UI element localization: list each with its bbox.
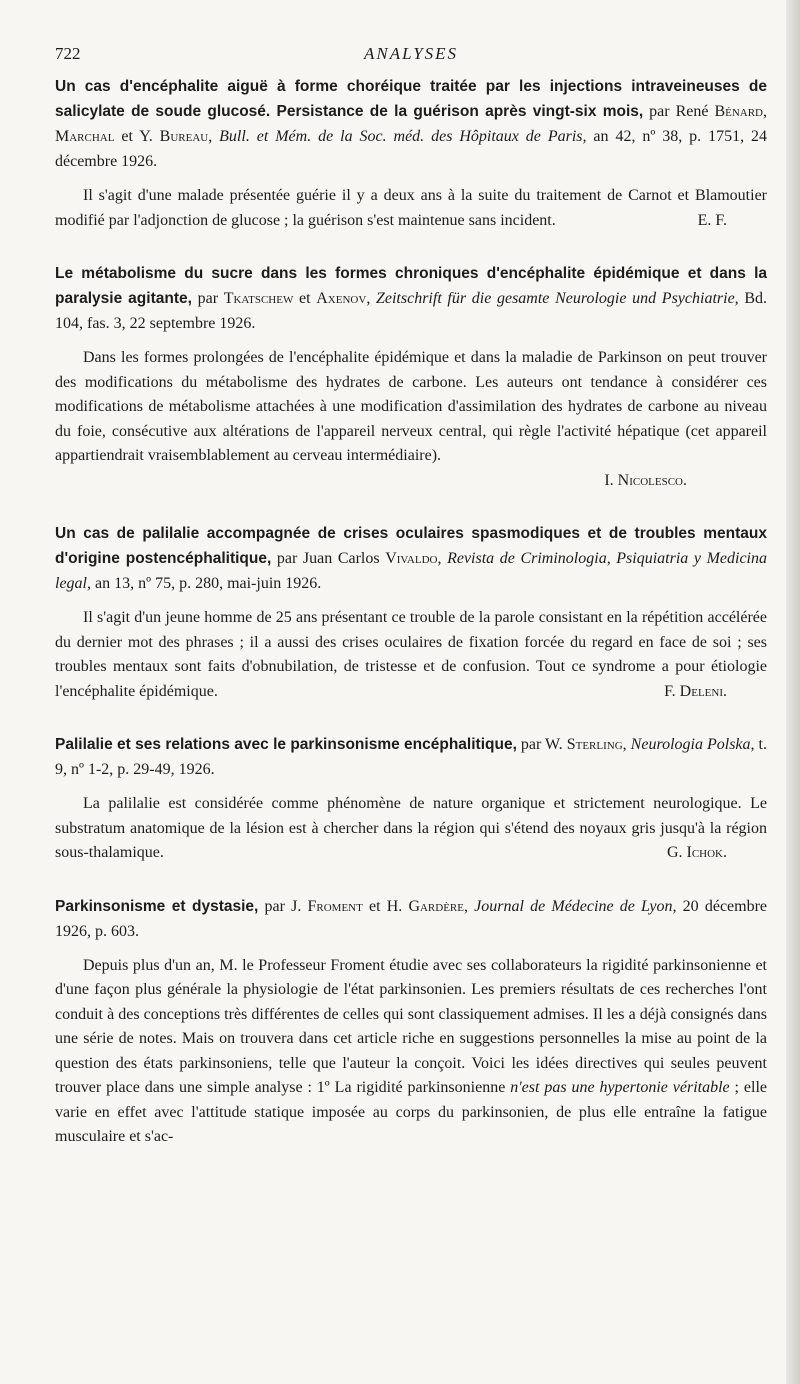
journal-name: Journal de Médecine de Lyon, xyxy=(474,897,677,915)
citation-details: t. 9, nº 1-2, p. 29-49, 1926. xyxy=(55,736,767,778)
citation-details: 20 décembre 1926, p. 603. xyxy=(55,897,768,940)
journal-name: Revista de Criminologia, Psiquiatria y Medicina legal, xyxy=(55,550,768,592)
citation-details: an 42, nº 38, p. 1751, 24 décembre 1926. xyxy=(55,128,768,170)
article-heading: Un cas de palilalie accompagnée de crises oculaires spasmodiques et de troubles mentaux d'origine postencéphalitique, par Juan Carlos Vivaldo, Revista de Criminologia, Psiquiatria y Medicina legal, an 13, nº 75, p. 280, mai-juin 1926. xyxy=(55,525,768,592)
article-title: Un cas d'encéphalite aiguë à forme choréique traitée par les injections intraveineuses de salicylate de soude glucosé. Persistance de la guérison après vingt-six mois, xyxy=(55,78,767,120)
article-2 xyxy=(55,261,767,493)
article-title: Un cas de palilalie accompagnée de crises oculaires spasmodiques et de troubles mentaux d'origine postencéphalitique, xyxy=(55,525,767,567)
running-title: ANALYSES xyxy=(363,44,459,63)
article-4 xyxy=(55,732,767,866)
article-title: Parkinsonisme et dystasie, xyxy=(55,897,259,915)
article-heading: Un cas d'encéphalite aiguë à forme choréique traitée par les injections intraveineuses de salicylate de soude glucosé. Persistance de la guérison après vingt-six mois, par René Bénard, Marchal et Y. Bureau, Bull. et Mém. de la Soc. méd. des Hôpitaux de Paris, an 42, nº 38, p. 1751, 24 décembre 1926. xyxy=(55,78,768,170)
article-1 xyxy=(55,74,767,233)
author-name: Axenov xyxy=(316,290,367,307)
author-name: Vivaldo xyxy=(385,550,438,567)
article-3 xyxy=(55,521,767,704)
author-name: Tkatschew xyxy=(223,290,294,307)
citation-details: an 13, nº 75, p. 280, mai-juin 1926. xyxy=(91,575,322,592)
article-title: Palilalie et ses relations avec le parkinsonisme encéphalitique, xyxy=(55,736,517,753)
article-body: Dans les formes prolongées de l'encéphalite épidémique et dans la maladie de Parkinson on peut trouver des modifications du métabolisme des hydrates de carbone. Les auteurs ont tendance à considérer ces modifications de métabolisme attachées à une modification d'assimilation des hydrates de carbone au niveau du foie, consécutive aux altérations de l'appareil nerveux central, qui règle l'activité hépatique (cet appareil appartiendrait vraisemblablement au cerveau intermédiaire). xyxy=(55,349,767,464)
journal-name: Neurologia Polska, xyxy=(630,736,755,753)
article-title: Le métabolisme du sucre dans les formes chroniques d'encéphalite épidémique et dans la paralysie agitante, xyxy=(55,265,767,307)
author-name: Gardère xyxy=(408,897,464,915)
running-head xyxy=(55,44,767,74)
reviewer-signature: I. Nicolesco. xyxy=(604,471,687,489)
page xyxy=(55,44,767,1178)
reviewer-signature: F. Deleni. xyxy=(664,682,727,700)
article-body: Il s'agit d'une malade présentée guérie il y a deux ans à la suite du traitement de Carnot et Blamoutier modifié par l'adjonction de glucose ; la guérison s'est maintenue sans incident. E. F. xyxy=(55,184,767,233)
journal-name: Bull. et Mém. de la Soc. méd. des Hôpitaux de Paris, xyxy=(219,128,587,145)
page-number: 722 xyxy=(55,44,81,63)
journal-name: Zeitschrift für die gesamte Neurologie und Psychiatrie, xyxy=(375,290,739,307)
article-body: Il s'agit d'un jeune homme de 25 ans présentant ce trouble de la parole consistant en la répétition accélérée du dernier mot des phrases ; il a aussi des crises oculaires de fixation forcée du regard en face de soi ; ses troubles mentaux sont faits d'obnubilation, de tristesse et de confusion. Tout ce syndrome a pour étiologie l'encéphalite épidémique. F. Deleni. xyxy=(55,606,767,704)
emphasis-text: n'est pas une hypertonie véritable xyxy=(510,1079,730,1096)
article-heading: Palilalie et ses relations avec le parkinsonisme encéphalitique, par W. Sterling, Neurologia Polska, t. 9, nº 1-2, p. 29-49, 1926. xyxy=(55,736,767,778)
author-name: Marchal xyxy=(55,128,115,145)
article-body: La palilalie est considérée comme phénomène de nature organique et strictement neurologique. Le substratum anatomique de la lésion est à chercher dans la région qui s'étend des noyaux gris jusqu'à la région sous-thalamique. G. Ichok. xyxy=(55,792,767,866)
page-edge-shadow xyxy=(786,0,800,1384)
author-name: Sterling xyxy=(566,736,623,753)
author-name: Bureau xyxy=(159,128,209,145)
article-body: Depuis plus d'un an, M. le Professeur Froment étudie avec ses collaborateurs la rigidité parkinsonienne et d'une façon plus générale la physiologie de l'état parkinsonien. Les premiers résultats de ces recherches l'ont conduit à des conceptions très différentes de celles qui sont classiquement admises. Il les a déjà consignés dans une série de notes. Mais on trouvera dans cet article riche en suggestions personnelles la mise au point de la question des états parkinsoniens, telle que l'auteur la conçoit. Voici les idées directives qui seules peuvent trouver place dans une simple analyse : 1º La rigidité parkinsonienne n'est pas une hypertonie véritable ; elle varie en effet avec l'attitude statique imposée au corps du parkinsonien, de plus elle entraîne la fatigue musculaire et s'ac- xyxy=(55,956,768,1145)
article-heading: Parkinsonisme et dystasie, par J. Froment et H. Gardère, Journal de Médecine de Lyon, 20 décembre 1926, p. 603. xyxy=(55,897,768,940)
reviewer-signature: E. F. xyxy=(697,211,727,229)
author-name: Froment xyxy=(307,897,363,915)
article-5 xyxy=(55,894,767,1150)
author-name: Bénard xyxy=(714,103,763,120)
article-heading: Le métabolisme du sucre dans les formes chroniques d'encéphalite épidémique et dans la paralysie agitante, par Tkatschew et Axenov, Zeitschrift für die gesamte Neurologie und Psychiatrie, Bd. 104, fas. 3, 22 septembre 1926. xyxy=(55,265,768,332)
citation-details: Bd. 104, fas. 3, 22 septembre 1926. xyxy=(55,290,768,332)
reviewer-signature: G. Ichok. xyxy=(666,844,727,861)
